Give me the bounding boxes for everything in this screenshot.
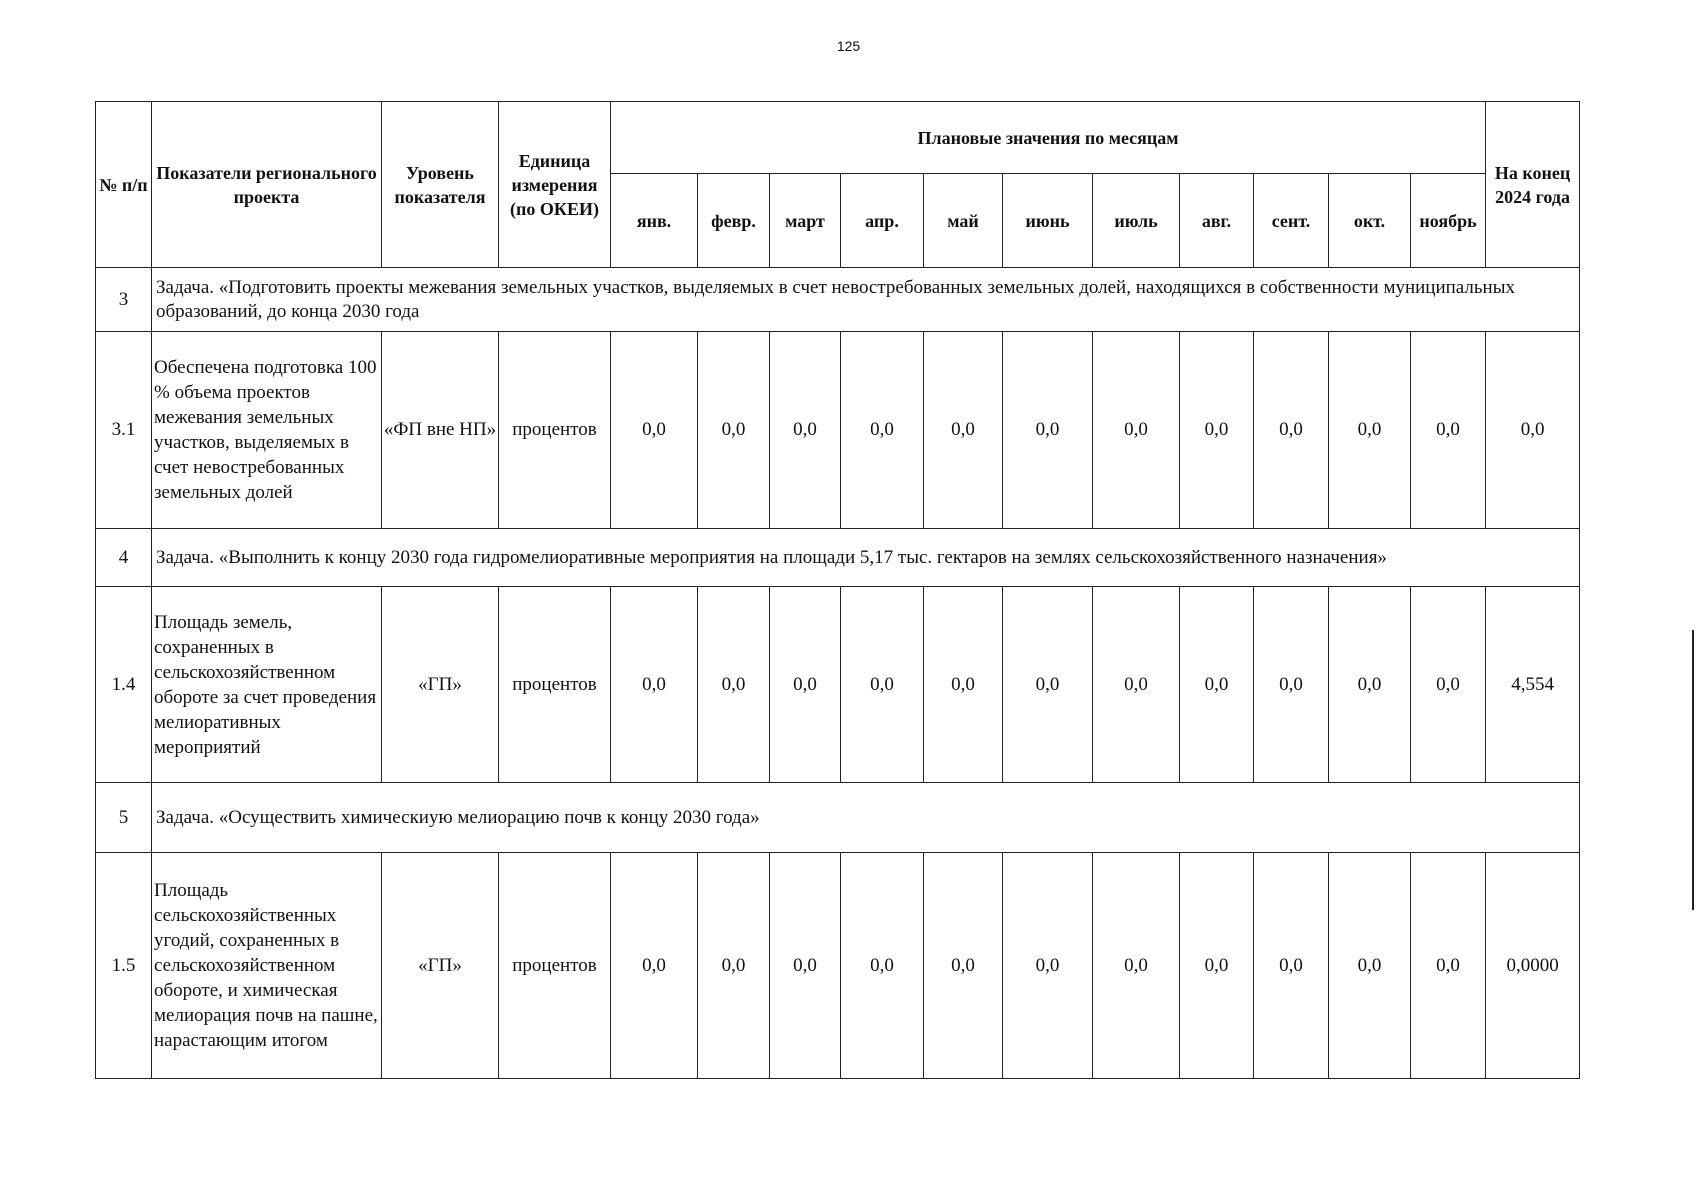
month-value: 0,0	[1329, 853, 1411, 1079]
month-value: 0,0	[1093, 587, 1180, 783]
month-header: сент.	[1254, 174, 1329, 268]
month-value: 0,0	[1003, 332, 1093, 529]
task-row	[96, 268, 1580, 332]
header-monthly: Плановые значения по месяцам	[611, 102, 1486, 174]
task-row	[96, 529, 1580, 587]
header-indicator: Показатели регионального проекта	[152, 102, 382, 268]
task-text: Задача. «Подготовить проекты межевания земельных участков, выделяемых в счет невостребованных земельных долей, находящихся в собственности муниципальных образований, до конца 2030 года	[152, 268, 1580, 332]
month-value: 0,0	[1180, 332, 1254, 529]
task-text: Задача. «Выполнить к концу 2030 года гидромелиоративные мероприятия на площади 5,17 тыс. гектаров на землях сельскохозяйственного назначения»	[152, 529, 1580, 587]
month-value: 0,0	[611, 332, 698, 529]
indicator-name: Обеспечена подготовка 100 % объема проектов межевания земельных участков, выделяемых в счет невостребованных земельных долей	[152, 332, 382, 529]
header-unit: Единица измерения (по ОКЕИ)	[499, 102, 611, 268]
month-header: май	[924, 174, 1003, 268]
indicator-row	[96, 587, 1580, 783]
task-text: Задача. «Осуществить химическиую мелиорацию почв к концу 2030 года»	[152, 783, 1580, 853]
indicator-unit: процентов	[499, 332, 611, 529]
month-value: 0,0	[1411, 332, 1486, 529]
row-num: 4	[96, 529, 152, 587]
month-header: апр.	[841, 174, 924, 268]
month-header: июль	[1093, 174, 1180, 268]
indicator-name: Площадь сельскохозяйственных угодий, сохраненных в сельскохозяйственном обороте, и химическая мелиорация почв на пашне, нарастающим итогом	[152, 853, 382, 1079]
page-number: 125	[836, 38, 861, 54]
indicator-unit: процентов	[499, 853, 611, 1079]
month-value: 0,0	[1003, 587, 1093, 783]
month-value: 0,0	[611, 853, 698, 1079]
month-header: авг.	[1180, 174, 1254, 268]
month-header: янв.	[611, 174, 698, 268]
header-num: № п/п	[96, 102, 152, 268]
month-value: 0,0	[841, 587, 924, 783]
month-value: 0,0	[1180, 853, 1254, 1079]
indicator-level: «ГП»	[382, 587, 499, 783]
month-value: 0,0	[1411, 587, 1486, 783]
month-header: июнь	[1003, 174, 1093, 268]
month-value: 0,0	[698, 332, 770, 529]
month-value: 0,0	[698, 587, 770, 783]
month-value: 0,0	[924, 332, 1003, 529]
end-year-value: 4,554	[1486, 587, 1580, 783]
month-header: ноябрь	[1411, 174, 1486, 268]
month-value: 0,0	[1254, 587, 1329, 783]
month-value: 0,0	[770, 332, 841, 529]
month-value: 0,0	[1254, 332, 1329, 529]
month-value: 0,0	[698, 853, 770, 1079]
row-num: 3	[96, 268, 152, 332]
row-num: 1.4	[96, 587, 152, 783]
row-num: 3.1	[96, 332, 152, 529]
indicator-level: «ФП вне НП»	[382, 332, 499, 529]
header-level: Уровень показателя	[382, 102, 499, 268]
month-value: 0,0	[611, 587, 698, 783]
month-header: март	[770, 174, 841, 268]
month-value: 0,0	[1411, 853, 1486, 1079]
month-value: 0,0	[1254, 853, 1329, 1079]
month-value: 0,0	[1180, 587, 1254, 783]
task-row	[96, 783, 1580, 853]
indicator-name: Площадь земель, сохраненных в сельскохозяйственном обороте за счет проведения мелиоративных мероприятий	[152, 587, 382, 783]
month-value: 0,0	[924, 853, 1003, 1079]
indicator-row	[96, 332, 1580, 529]
month-header: окт.	[1329, 174, 1411, 268]
indicator-unit: процентов	[499, 587, 611, 783]
header-end-year: На конец 2024 года	[1486, 102, 1580, 268]
month-value: 0,0	[1093, 853, 1180, 1079]
month-value: 0,0	[1329, 587, 1411, 783]
row-num: 1.5	[96, 853, 152, 1079]
end-year-value: 0,0	[1486, 332, 1580, 529]
month-value: 0,0	[770, 587, 841, 783]
month-value: 0,0	[841, 332, 924, 529]
month-value: 0,0	[1093, 332, 1180, 529]
row-num: 5	[96, 783, 152, 853]
plan-table	[95, 101, 1580, 1079]
month-value: 0,0	[770, 853, 841, 1079]
indicator-level: «ГП»	[382, 853, 499, 1079]
indicator-row	[96, 853, 1580, 1079]
month-value: 0,0	[841, 853, 924, 1079]
month-value: 0,0	[1003, 853, 1093, 1079]
month-value: 0,0	[1329, 332, 1411, 529]
month-value: 0,0	[924, 587, 1003, 783]
end-year-value: 0,0000	[1486, 853, 1580, 1079]
scan-edge-line	[1692, 630, 1694, 910]
month-header: февр.	[698, 174, 770, 268]
